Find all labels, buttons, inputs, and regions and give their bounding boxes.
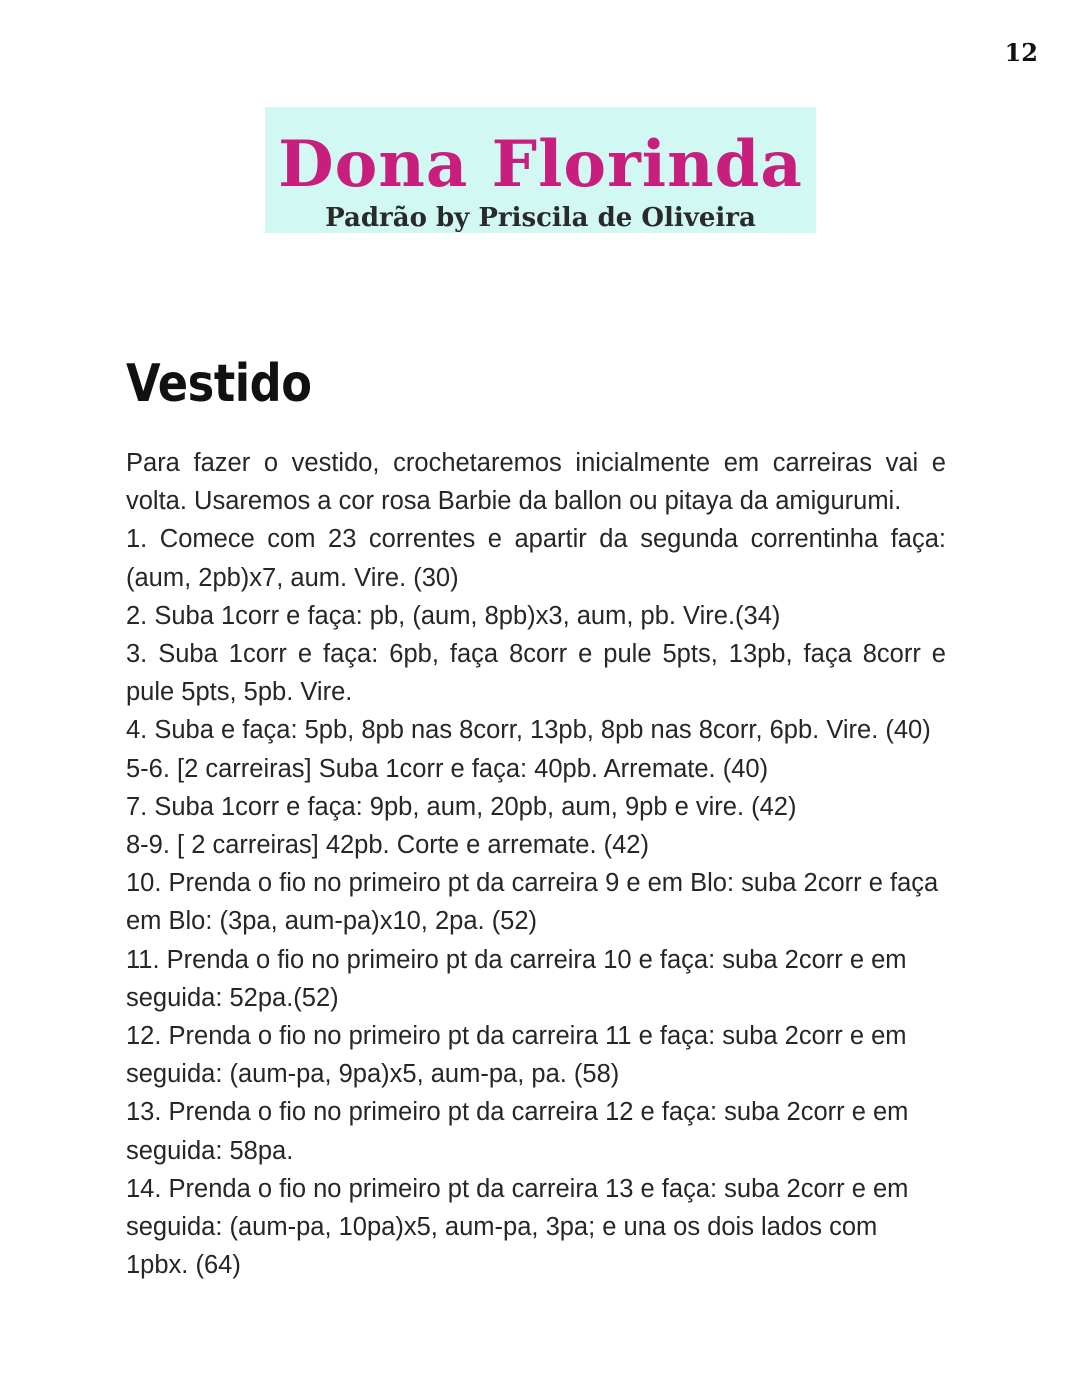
section-title: Vestido <box>126 354 312 414</box>
step-14: 14. Prenda o fio no primeiro pt da carreira 13 e faça: suba 2corr e em seguida: (aum-pa, 10pa)x5, aum-pa, 3pa; e una os dois lados com 1pbx. (64) <box>126 1174 909 1280</box>
step-13: 13. Prenda o fio no primeiro pt da carreira 12 e faça: suba 2corr e em seguida: 58pa. <box>126 1098 909 1165</box>
pattern-author: Padrão by Priscila de Oliveira <box>325 203 756 233</box>
step-8-9: 8-9. [ 2 carreiras] 42pb. Corte e arremate. (42) <box>126 831 649 860</box>
step-4: 4. Suba e faça: 5pb, 8pb nas 8corr, 13pb, 8pb nas 8corr, 6pb. Vire. (40) <box>126 716 931 745</box>
step-2: 2. Suba 1corr e faça: pb, (aum, 8pb)x3, aum, pb. Vire.(34) <box>126 601 781 630</box>
step-11: 11. Prenda o fio no primeiro pt da carreira 10 e faça: suba 2corr e em seguida: 52pa.(52) <box>126 945 907 1012</box>
step-5-6: 5-6. [2 carreiras] Suba 1corr e faça: 40pb. Arremate. (40) <box>126 754 769 783</box>
instructions-body <box>126 444 946 1284</box>
page-number: 12 <box>1004 38 1038 67</box>
intro-paragraph: Para fazer o vestido, crochetaremos inicialmente em carreiras vai e volta. Usaremos a cor rosa Barbie da ballon ou pitaya da amigurumi. <box>126 449 946 516</box>
step-3: 3. Suba 1corr e faça: 6pb, faça 8corr e pule 5pts, 13pb, faça 8corr e pule 5pts, 5pb. Vire. <box>126 640 946 707</box>
step-7: 7. Suba 1corr e faça: 9pb, aum, 20pb, aum, 9pb e vire. (42) <box>126 792 797 821</box>
step-10: 10. Prenda o fio no primeiro pt da carreira 9 e em Blo: suba 2corr e faça em Blo: (3pa, aum-pa)x10, 2pa. (52) <box>126 869 939 936</box>
step-1: 1. Comece com 23 correntes e apartir da segunda correntinha faça: (aum, 2pb)x7, aum. Vire. (30) <box>126 525 946 592</box>
pattern-title: Dona Florinda <box>278 127 803 202</box>
step-12: 12. Prenda o fio no primeiro pt da carreira 11 e faça: suba 2corr e em seguida: (aum-pa, 9pa)x5, aum-pa, pa. (58) <box>126 1022 907 1089</box>
title-banner <box>265 107 816 233</box>
